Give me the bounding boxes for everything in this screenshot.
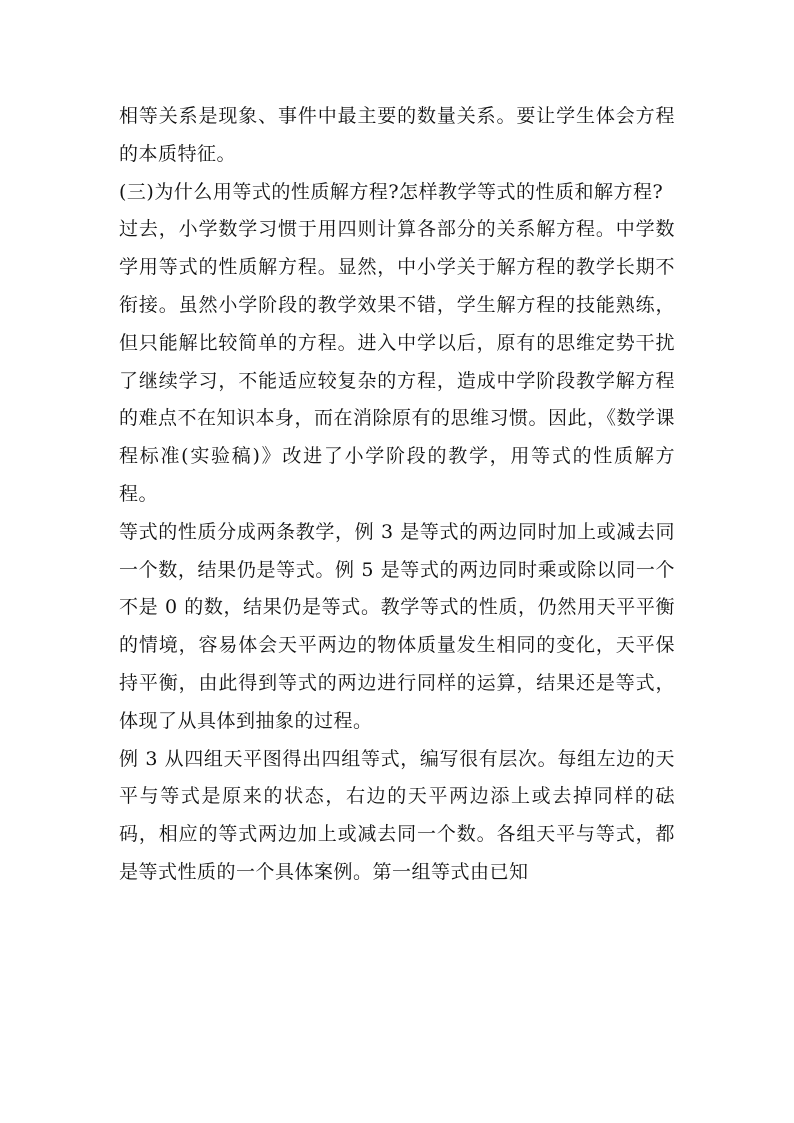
paragraph-5: 例 3 从四组天平图得出四组等式，编写很有层次。每组左边的天平与等式是原来的状态，右边的天平两边添上或去掉同样的砝码，相应的等式两边加上或减去同一个数。各组天平与等式，都是等式性质的一个具体案例。第一组等式由已知 [119,747,675,883]
document-body [119,98,675,892]
paragraph-3: 过去，小学数学习惯于用四则计算各部分的关系解方程。中学数学用等式的性质解方程。显然，中小学关于解方程的教学长期不衔接。虽然小学阶段的教学效果不错，学生解方程的技能熟练，但只能解比较简单的方程。进入中学以后，原有的思维定势干扰了继续学习，不能适应较复杂的方程，造成中学阶段教学解方程的难点不在知识本身，而在消除原有的思维习惯。因此，《数学课程标准(实验稿)》改进了小学阶段的教学，用等式的性质解方程。 [119,218,676,505]
paragraph-4: 等式的性质分成两条教学，例 3 是等式的两边同时加上或减去同一个数，结果仍是等式。例 5 是等式的两边同时乘或除以同一个不是 0 的数，结果仍是等式。教学等式的性质，仍然用天平平衡的情境，容易体会天平两边的物体质量发生相同的变化，天平保持平衡，由此得到等式的两边进行同样的运算，结果还是等式，体现了从具体到抽象的过程。 [119,520,675,732]
paragraph-1: 相等关系是现象、事件中最主要的数量关系。要让学生体会方程的本质特征。 [119,105,675,165]
paragraph-2-heading: (三)为什么用等式的性质解方程?怎样教学等式的性质和解方程? [119,180,664,203]
